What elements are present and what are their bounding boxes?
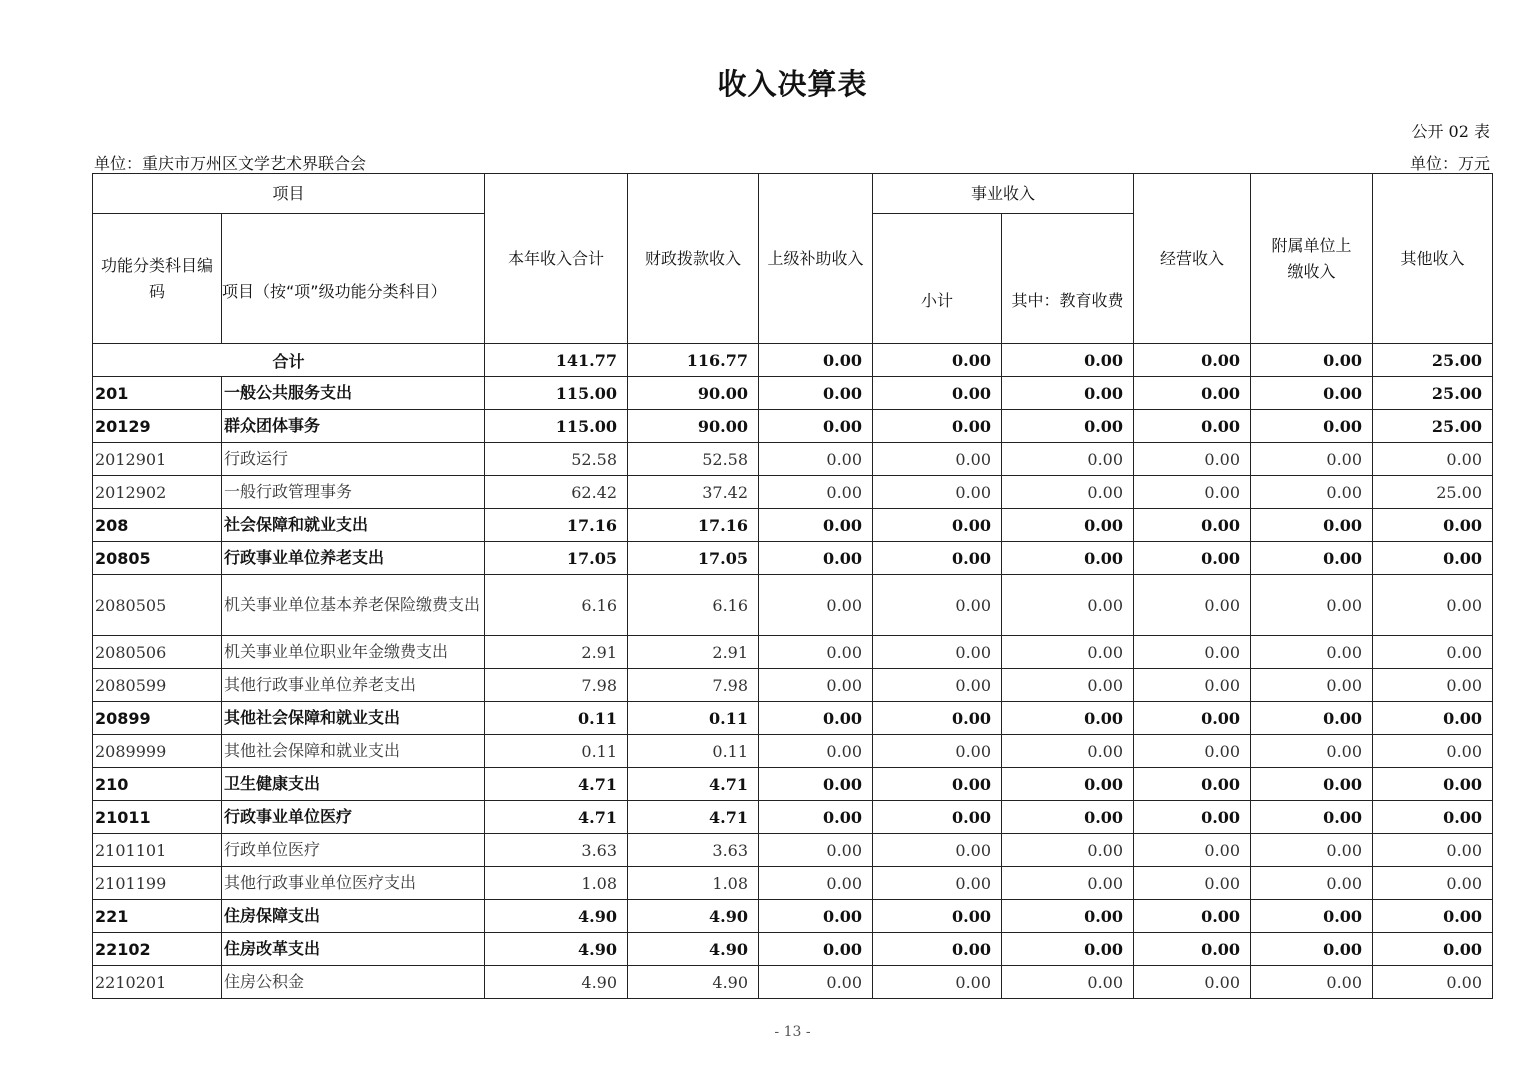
value-cell: 0.00 <box>1134 966 1251 999</box>
value-cell: 0.00 <box>1134 768 1251 801</box>
code-cell: 2080506 <box>93 636 222 669</box>
code-cell: 2012902 <box>93 476 222 509</box>
code-cell: 2101101 <box>93 834 222 867</box>
total-cell: 0.00 <box>1134 344 1251 377</box>
header-career-group: 事业收入 <box>873 174 1134 214</box>
value-cell: 0.00 <box>1002 410 1134 443</box>
item-name-cell: 行政运行 <box>222 443 485 476</box>
value-cell: 0.00 <box>759 966 873 999</box>
item-name-cell: 其他社会保障和就业支出 <box>222 735 485 768</box>
header-edu-fee: 其中：教育收费 <box>1002 214 1134 344</box>
value-cell: 0.00 <box>873 575 1002 636</box>
value-cell: 0.00 <box>1134 575 1251 636</box>
code-cell: 20899 <box>93 702 222 735</box>
item-name-cell: 卫生健康支出 <box>222 768 485 801</box>
value-cell: 0.00 <box>1373 768 1493 801</box>
value-cell: 25.00 <box>1373 476 1493 509</box>
code-cell: 208 <box>93 509 222 542</box>
value-cell: 52.58 <box>485 443 628 476</box>
header-func-code: 功能分类科目编码 <box>93 214 222 344</box>
total-row <box>93 344 1493 377</box>
value-cell: 2.91 <box>628 636 759 669</box>
table-row <box>93 476 1493 509</box>
code-cell: 2210201 <box>93 966 222 999</box>
value-cell: 0.00 <box>1002 377 1134 410</box>
item-name-cell: 社会保障和就业支出 <box>222 509 485 542</box>
value-cell: 0.00 <box>873 900 1002 933</box>
item-name-cell: 机关事业单位职业年金缴费支出 <box>222 636 485 669</box>
value-cell: 0.00 <box>759 669 873 702</box>
value-cell: 0.00 <box>1002 636 1134 669</box>
total-cell: 0.00 <box>1002 344 1134 377</box>
value-cell: 17.16 <box>628 509 759 542</box>
value-cell: 0.11 <box>628 702 759 735</box>
value-cell: 0.00 <box>1251 801 1373 834</box>
code-cell: 20129 <box>93 410 222 443</box>
value-cell: 0.00 <box>1134 834 1251 867</box>
code-cell: 2101199 <box>93 867 222 900</box>
value-cell: 0.00 <box>873 542 1002 575</box>
page-number: - 13 - <box>774 1024 811 1040</box>
value-cell: 0.00 <box>1002 443 1134 476</box>
value-cell: 0.00 <box>1251 443 1373 476</box>
value-cell: 7.98 <box>485 669 628 702</box>
value-cell: 0.00 <box>1002 834 1134 867</box>
organization-unit: 单位：重庆市万州区文学艺术界联合会 <box>94 154 367 173</box>
header-business: 经营收入 <box>1134 174 1251 344</box>
value-cell: 0.00 <box>1251 542 1373 575</box>
value-cell: 0.11 <box>485 702 628 735</box>
value-cell: 0.00 <box>759 933 873 966</box>
value-cell: 0.00 <box>873 476 1002 509</box>
table-row <box>93 801 1493 834</box>
value-cell: 90.00 <box>628 410 759 443</box>
value-cell: 0.00 <box>873 933 1002 966</box>
value-cell: 0.00 <box>1002 542 1134 575</box>
code-cell: 221 <box>93 900 222 933</box>
value-cell: 0.00 <box>759 509 873 542</box>
value-cell: 52.58 <box>628 443 759 476</box>
value-cell: 0.00 <box>759 735 873 768</box>
value-cell: 0.00 <box>1002 702 1134 735</box>
value-cell: 0.00 <box>1134 669 1251 702</box>
total-label: 合计 <box>93 344 485 377</box>
value-cell: 4.71 <box>628 801 759 834</box>
value-cell: 0.00 <box>759 801 873 834</box>
table-row <box>93 834 1493 867</box>
header-item-name: 项目（按“项”级功能分类科目） <box>222 214 485 344</box>
header-fiscal: 财政拨款收入 <box>628 174 759 344</box>
value-cell: 0.00 <box>1251 867 1373 900</box>
value-cell: 0.00 <box>1373 801 1493 834</box>
value-cell: 0.00 <box>1134 933 1251 966</box>
header-item-group: 项目 <box>93 174 485 214</box>
header-total-income: 本年收入合计 <box>485 174 628 344</box>
value-cell: 0.00 <box>759 900 873 933</box>
value-cell: 0.00 <box>1002 768 1134 801</box>
value-cell: 0.00 <box>1373 900 1493 933</box>
value-cell: 0.00 <box>873 966 1002 999</box>
table-row <box>93 933 1493 966</box>
header-subtotal: 小计 <box>873 214 1002 344</box>
value-cell: 6.16 <box>628 575 759 636</box>
value-cell: 0.00 <box>1134 377 1251 410</box>
income-table <box>92 173 1493 999</box>
value-cell: 0.00 <box>1373 669 1493 702</box>
total-cell: 141.77 <box>485 344 628 377</box>
value-cell: 0.00 <box>1251 377 1373 410</box>
form-number: 公开 02 表 <box>1411 122 1490 141</box>
value-cell: 0.00 <box>1251 900 1373 933</box>
table-row <box>93 377 1493 410</box>
value-cell: 0.00 <box>873 669 1002 702</box>
value-cell: 0.00 <box>759 443 873 476</box>
item-name-cell: 行政事业单位养老支出 <box>222 542 485 575</box>
value-cell: 0.00 <box>759 834 873 867</box>
page-title: 收入决算表 <box>717 67 868 101</box>
code-cell: 210 <box>93 768 222 801</box>
item-name-cell: 行政事业单位医疗 <box>222 801 485 834</box>
item-name-cell: 一般行政管理事务 <box>222 476 485 509</box>
value-cell: 0.00 <box>1002 509 1134 542</box>
value-cell: 0.00 <box>759 768 873 801</box>
table-row <box>93 900 1493 933</box>
value-cell: 7.98 <box>628 669 759 702</box>
value-cell: 0.00 <box>1251 636 1373 669</box>
item-name-cell: 其他社会保障和就业支出 <box>222 702 485 735</box>
value-cell: 0.00 <box>873 735 1002 768</box>
value-cell: 0.00 <box>1251 966 1373 999</box>
value-cell: 0.00 <box>1251 768 1373 801</box>
value-cell: 0.00 <box>1373 509 1493 542</box>
value-cell: 0.00 <box>1251 933 1373 966</box>
value-cell: 0.00 <box>1373 966 1493 999</box>
item-name-cell: 其他行政事业单位养老支出 <box>222 669 485 702</box>
code-cell: 2089999 <box>93 735 222 768</box>
table-row <box>93 509 1493 542</box>
value-cell: 0.00 <box>1373 542 1493 575</box>
table-row <box>93 669 1493 702</box>
value-cell: 25.00 <box>1373 377 1493 410</box>
header-superior-subsidy: 上级补助收入 <box>759 174 873 344</box>
value-cell: 1.08 <box>485 867 628 900</box>
value-cell: 0.00 <box>873 410 1002 443</box>
value-cell: 115.00 <box>485 377 628 410</box>
value-cell: 0.00 <box>759 410 873 443</box>
table-row <box>93 636 1493 669</box>
header-affiliated: 附属单位上缴收入 <box>1251 174 1373 344</box>
value-cell: 0.00 <box>1134 735 1251 768</box>
value-cell: 0.00 <box>1373 735 1493 768</box>
value-cell: 0.00 <box>873 443 1002 476</box>
value-cell: 0.00 <box>759 636 873 669</box>
table-row <box>93 410 1493 443</box>
value-cell: 4.71 <box>485 801 628 834</box>
code-cell: 22102 <box>93 933 222 966</box>
value-cell: 2.91 <box>485 636 628 669</box>
value-cell: 0.00 <box>1002 735 1134 768</box>
table-row <box>93 443 1493 476</box>
value-cell: 0.00 <box>759 542 873 575</box>
value-cell: 0.00 <box>1002 801 1134 834</box>
value-cell: 90.00 <box>628 377 759 410</box>
value-cell: 4.90 <box>628 900 759 933</box>
value-cell: 0.00 <box>1373 867 1493 900</box>
value-cell: 0.00 <box>1134 443 1251 476</box>
value-cell: 0.11 <box>485 735 628 768</box>
value-cell: 0.00 <box>1002 669 1134 702</box>
value-cell: 0.00 <box>1134 900 1251 933</box>
code-cell: 201 <box>93 377 222 410</box>
value-cell: 0.00 <box>1134 509 1251 542</box>
item-name-cell: 群众团体事务 <box>222 410 485 443</box>
value-cell: 17.05 <box>628 542 759 575</box>
value-cell: 0.00 <box>1134 410 1251 443</box>
value-cell: 0.00 <box>1134 476 1251 509</box>
table-row <box>93 768 1493 801</box>
value-cell: 0.00 <box>873 377 1002 410</box>
value-cell: 4.90 <box>628 966 759 999</box>
value-cell: 4.90 <box>485 966 628 999</box>
code-cell: 20805 <box>93 542 222 575</box>
table-row <box>93 966 1493 999</box>
value-cell: 4.71 <box>485 768 628 801</box>
value-cell: 0.00 <box>759 575 873 636</box>
value-cell: 0.00 <box>1002 575 1134 636</box>
total-cell: 116.77 <box>628 344 759 377</box>
value-cell: 3.63 <box>628 834 759 867</box>
table-row <box>93 702 1493 735</box>
item-name-cell: 住房公积金 <box>222 966 485 999</box>
value-cell: 0.00 <box>1134 702 1251 735</box>
code-cell: 21011 <box>93 801 222 834</box>
value-cell: 0.00 <box>1134 867 1251 900</box>
table-row <box>93 867 1493 900</box>
currency-unit: 单位：万元 <box>1409 154 1490 173</box>
value-cell: 0.00 <box>873 636 1002 669</box>
value-cell: 4.90 <box>485 933 628 966</box>
value-cell: 0.00 <box>1134 636 1251 669</box>
table-row <box>93 542 1493 575</box>
table-row <box>93 575 1493 636</box>
value-cell: 0.00 <box>1373 702 1493 735</box>
value-cell: 0.00 <box>1251 509 1373 542</box>
value-cell: 62.42 <box>485 476 628 509</box>
value-cell: 4.90 <box>628 933 759 966</box>
value-cell: 6.16 <box>485 575 628 636</box>
value-cell: 0.11 <box>628 735 759 768</box>
table-row <box>93 735 1493 768</box>
value-cell: 0.00 <box>1251 410 1373 443</box>
value-cell: 0.00 <box>759 702 873 735</box>
item-name-cell: 住房改革支出 <box>222 933 485 966</box>
value-cell: 0.00 <box>1251 735 1373 768</box>
item-name-cell: 一般公共服务支出 <box>222 377 485 410</box>
code-cell: 2080599 <box>93 669 222 702</box>
value-cell: 0.00 <box>1373 636 1493 669</box>
value-cell: 0.00 <box>1134 801 1251 834</box>
value-cell: 0.00 <box>873 768 1002 801</box>
value-cell: 0.00 <box>1002 933 1134 966</box>
item-name-cell: 住房保障支出 <box>222 900 485 933</box>
value-cell: 0.00 <box>1002 900 1134 933</box>
value-cell: 17.16 <box>485 509 628 542</box>
total-cell: 0.00 <box>1251 344 1373 377</box>
value-cell: 17.05 <box>485 542 628 575</box>
value-cell: 0.00 <box>1373 834 1493 867</box>
value-cell: 0.00 <box>873 867 1002 900</box>
value-cell: 37.42 <box>628 476 759 509</box>
value-cell: 0.00 <box>1373 443 1493 476</box>
code-cell: 2012901 <box>93 443 222 476</box>
value-cell: 0.00 <box>1134 542 1251 575</box>
header-other: 其他收入 <box>1373 174 1493 344</box>
total-cell: 25.00 <box>1373 344 1493 377</box>
code-cell: 2080505 <box>93 575 222 636</box>
value-cell: 0.00 <box>1002 476 1134 509</box>
value-cell: 115.00 <box>485 410 628 443</box>
value-cell: 0.00 <box>873 801 1002 834</box>
value-cell: 4.90 <box>485 900 628 933</box>
value-cell: 0.00 <box>1002 867 1134 900</box>
value-cell: 0.00 <box>759 867 873 900</box>
item-name-cell: 其他行政事业单位医疗支出 <box>222 867 485 900</box>
value-cell: 3.63 <box>485 834 628 867</box>
value-cell: 0.00 <box>1373 575 1493 636</box>
value-cell: 0.00 <box>873 702 1002 735</box>
value-cell: 0.00 <box>1251 702 1373 735</box>
value-cell: 0.00 <box>1251 476 1373 509</box>
value-cell: 0.00 <box>873 834 1002 867</box>
total-cell: 0.00 <box>759 344 873 377</box>
item-name-cell: 行政单位医疗 <box>222 834 485 867</box>
value-cell: 0.00 <box>759 377 873 410</box>
value-cell: 0.00 <box>759 476 873 509</box>
value-cell: 1.08 <box>628 867 759 900</box>
item-name-cell: 机关事业单位基本养老保险缴费支出 <box>222 575 485 636</box>
value-cell: 0.00 <box>1002 966 1134 999</box>
value-cell: 25.00 <box>1373 410 1493 443</box>
value-cell: 0.00 <box>1251 834 1373 867</box>
value-cell: 4.71 <box>628 768 759 801</box>
value-cell: 0.00 <box>1251 669 1373 702</box>
value-cell: 0.00 <box>873 509 1002 542</box>
value-cell: 0.00 <box>1373 933 1493 966</box>
value-cell: 0.00 <box>1251 575 1373 636</box>
total-cell: 0.00 <box>873 344 1002 377</box>
